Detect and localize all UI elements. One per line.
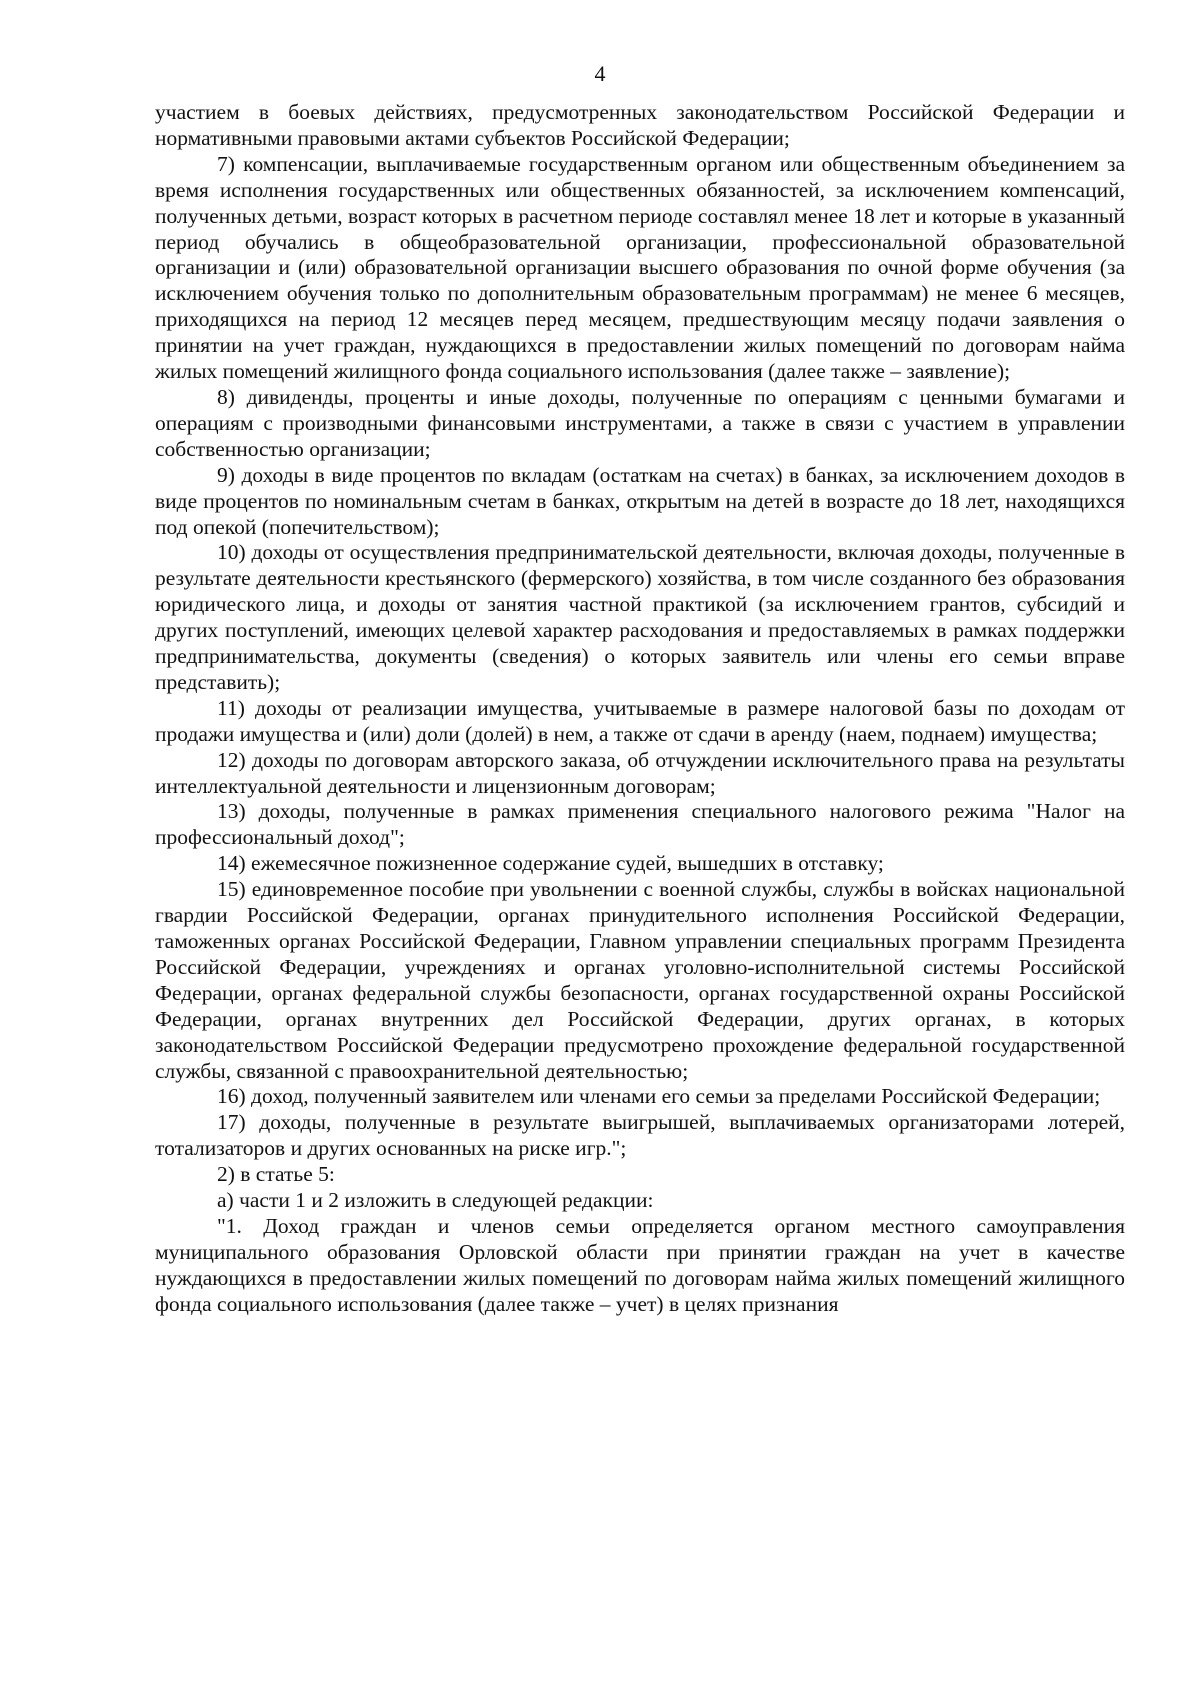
page-number: 4 [594,61,606,86]
paragraph-item-12: 12) доходы по договорам авторского заказа, об отчуждении исключительного права на результаты интеллектуальной деятельности и лицензионным договорам; [155,747,1125,798]
paragraph-item-14: 14) ежемесячное пожизненное содержание судей, вышедших в отставку; [217,851,884,876]
paragraph-item-16: 16) доход, полученный заявителем или членами его семьи за пределами Российской Федерации; [217,1084,1101,1109]
paragraph-item-10: 10) доходы от осуществления предпринимательской деятельности, включая доходы, полученные в результате деятельности крестьянского (фермерского) хозяйства, в том числе созданного без образования юридического лица, и доходы от занятия частной практикой (за исключением грантов, субсидий и других поступлений, имеющих целевой характер расходования и предоставляемых в рамках поддержки предпринимательства, документы (сведения) о которых заявитель или члены его семьи вправе представить); [155,540,1125,694]
paragraph-item-9: 9) доходы в виде процентов по вкладам (остаткам на счетах) в банках, за исключением доходов в виде процентов по номинальным счетам в банках, открытым на детей в возрасте до 18 лет, находящихся под опекой (попечительством); [155,462,1125,539]
paragraph-item-17: 17) доходы, полученные в результате выигрышей, выплачиваемых организаторами лотерей, тотализаторов и других основанных на риске игр."; [155,1110,1125,1161]
paragraph-item-13: 13) доходы, полученные в рамках применения специального налогового режима "Налог на профессиональный доход"; [155,799,1125,850]
paragraph-continuation: участием в боевых действиях, предусмотренных законодательством Российской Федерации и нормативными правовыми актами субъектов Российской Федерации; [155,100,1125,150]
paragraph-item-11: 11) доходы от реализации имущества, учитываемые в размере налоговой базы по доходам от продажи имущества и (или) доли (долей) в нем, а также от сдачи в аренду (наем, поднаем) имущества; [155,695,1125,746]
paragraph-subitem-a: а) части 1 и 2 изложить в следующей редакции: [217,1188,654,1213]
document-body [155,100,1125,1318]
paragraph-item-7: 7) компенсации, выплачиваемые государственным органом или общественным объединением за время исполнения государственных или общественных обязанностей, за исключением компенсаций, полученных детьми, возраст которых в расчетном периоде составлял менее 18 лет и которые в указанный период обучались в общеобразовательной организации, профессиональной образовательной организации и (или) образовательной организации высшего образования по очной форме обучения (за исключением обучения только по дополнительным образовательным программам) не менее 6 месяцев, приходящихся на период 12 месяцев перед месяцем, предшествующим месяцу подачи заявления о принятии на учет граждан, нуждающихся в предоставлении жилых помещений по договорам найма жилых помещений жилищного фонда социального использования (далее также – заявление); [155,151,1125,384]
paragraph-article-5: 2) в статье 5: [217,1162,335,1187]
paragraph-part-1: "1. Доход граждан и членов семьи определяется органом местного самоуправления муниципального образования Орловской области при принятии граждан на учет в качестве нуждающихся в предоставлении жилых помещений по договорам найма жилых помещений жилищного фонда социального использования (далее также – учет) в целях признания [155,1213,1125,1316]
paragraph-item-15: 15) единовременное пособие при увольнении с военной службы, службы в войсках национальной гвардии Российской Федерации, органах принудительного исполнения Российской Федерации, таможенных органах Российской Федерации, Главном управлении специальных программ Президента Российской Федерации, учреждениях и органах уголовно-исполнительной системы Российской Федерации, органах федеральной службы безопасности, органах государственной охраны Российской Федерации, органах внутренних дел Российской Федерации, других органах, в которых законодательством Российской Федерации предусмотрено прохождение федеральной государственной службы, связанной с правоохранительной деятельностью; [155,877,1125,1083]
paragraph-item-8: 8) дивиденды, проценты и иные доходы, полученные по операциям с ценными бумагами и операциям с производными финансовыми инструментами, а также в связи с участием в управлении собственностью организации; [155,384,1125,461]
